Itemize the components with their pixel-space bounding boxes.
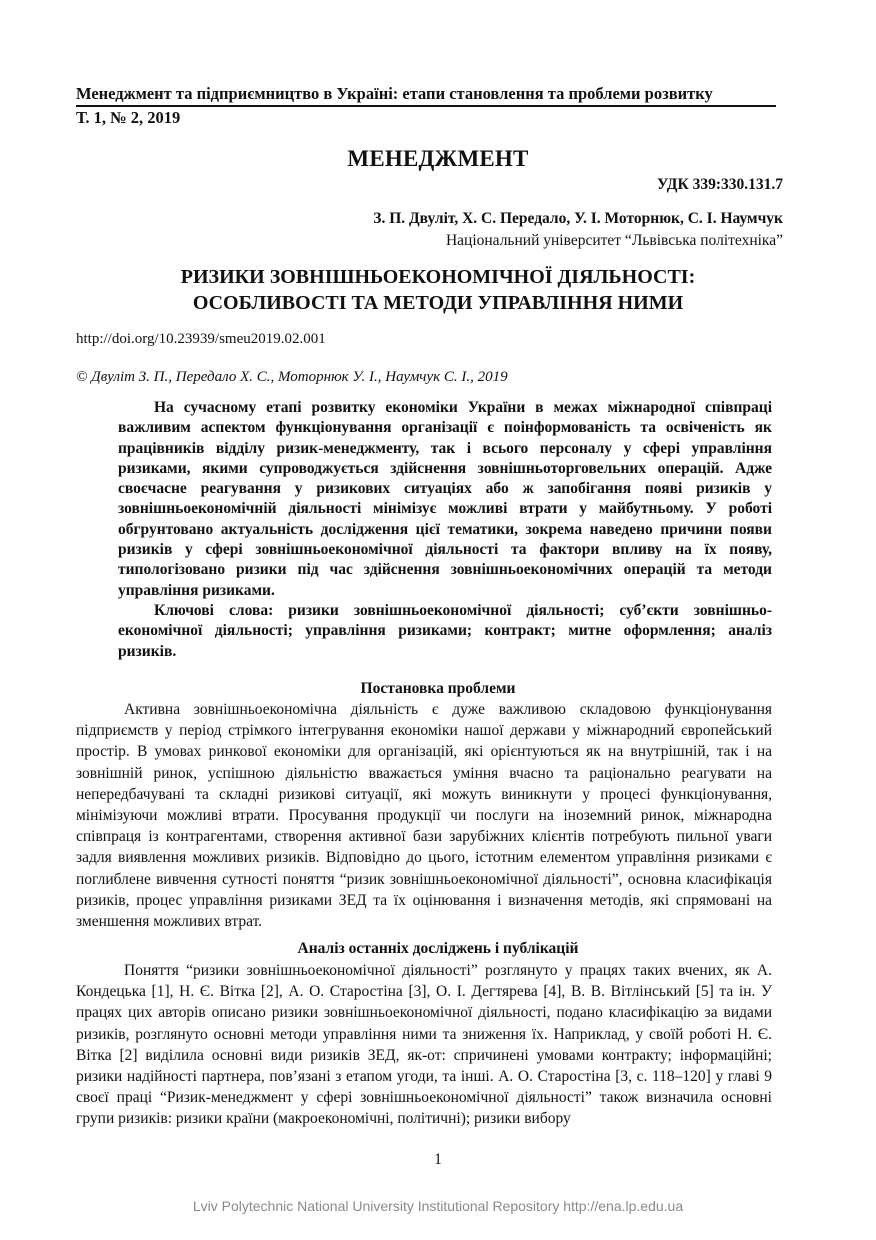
section-heading: Постановка проблеми: [360, 680, 516, 697]
udk-code: УДК 339:330.131.7: [657, 176, 783, 193]
section-body: [76, 699, 772, 932]
paragraph: Поняття “ризики зовнішньоекономічної діяльності” розглянуто у працях таких вчених, як А. Кондецька [1], Н. Є. Вітка [2], А. О. Старостіна [3], О. І. Дегтярева [4], В. В. Вітлінський [5] та ін. У працях цих авторів описано ризики зовнішньоекономічної діяльності, подано класифікацію за видами ризиків, розглянуто основні методи управління ними та зниження їх. Наприклад, у своїй роботі Н. Є. Вітка [2] виділила основні види ризиків ЗЕД, як-от: спричинені умовами контракту; інформаційні; ризики надійності партнера, пов’язані з етапом угоди, та інші. А. О. Старостіна [3, с. 118–120] у главі 9 своєї праці “Ризик-менеджмент у сфері зовнішньоекономічної діяльності” також визначила основні групи ризиків: ризики країни (макроекономічні, політичні); ризики вибору: [76, 962, 772, 1128]
abstract-text: На сучасному етапі розвитку економіки України в межах міжнародної співпраці важливим аспектом функціонування організації є поінформованість та освіченість як працівників відділу ризик-менеджменту, так і всього персоналу у сфері управління ризиками, якими супроводжується здійснення зовнішньоторговельних операцій. Адже своєчасне реагування у ризикових ситуаціях або ж запобігання появі ризиків у зовнішньоекономічній діяльності мінімізує можливі втрати у майбутньому. У роботі обгрунтовано актуальність дослідження цієї тематики, зокрема наведено причини появи ризиків у сфері зовнішньоекономічної діяльності та фактори впливу на їх появу, типологізовано ризики під час здійснення зовнішньоекономічних операцій та методи управління ризиками.: [118, 399, 772, 599]
section-title: МЕНЕДЖМЕНТ: [347, 146, 529, 171]
repository-footer: Lviv Polytechnic National University Institutional Repository http://ena.lp.edu.ua: [192, 1198, 684, 1214]
page-number: 1: [434, 1151, 442, 1168]
doi-link[interactable]: http://doi.org/10.23939/smeu2019.02.001: [76, 331, 326, 347]
article-title-line-2: ОСОБЛИВОСТІ ТА МЕТОДИ УПРАВЛІННЯ НИМИ: [192, 292, 684, 314]
journal-title: Менеджмент та підприємництво в Україні: етапи становлення та проблеми розвитку: [76, 84, 713, 103]
affiliation: Національний університет “Львівська політехніка”: [445, 232, 783, 249]
paragraph: Активна зовнішньоекономічна діяльність є дуже важливою складовою функціонування підприємств у період стрімкого інтегрування економіки нашої держави у міжнародний європейський простір. В умовах ринкової економіки для організацій, які орієнтуються як на внутрішній, так і на зовнішній ринок, успішною діяльністю вважається уміння вчасно та раціонально реагувати на непередбачувані та складні ризикові ситуації, які можуть виникнути у процесі функціонування, мінімізуючи можливі втрати. Просування продукції чи послуги на іноземний ринок, міжнародна співпраця із контрагентами, створення активної бази зарубіжних клієнтів потребують пильної уваги задля виявлення можливих ризиків. Відповідно до цього, істотним елементом управління ризиками є поглиблене вивчення сутності поняття “ризик зовнішньоекономічної діяльності”, основна класифікація ризиків, процес управління ризиками ЗЕД та їх оцінювання і визначення методів, які спрямовані на зменшення можливих втрат.: [76, 701, 772, 931]
header-divider: [76, 105, 776, 107]
volume-issue: Т. 1, № 2, 2019: [76, 108, 181, 127]
copyright: © Двуліт З. П., Передало Х. С., Моторнюк У. І., Наумчук С. І., 2019: [76, 369, 508, 385]
authors: З. П. Двуліт, Х. С. Передало, У. І. Моторнюк, С. І. Наумчук: [373, 210, 783, 227]
section-body: [76, 960, 772, 1130]
abstract: [118, 398, 772, 662]
article-title: [0, 264, 876, 316]
section-heading: Аналіз останніх досліджень і публікацій: [297, 940, 579, 957]
article-title-line-1: РИЗИКИ ЗОВНІШНЬОЕКОНОМІЧНОЇ ДІЯЛЬНОСТІ:: [180, 266, 696, 288]
keywords: Ключові слова: ризики зовнішньоекономічної діяльності; суб’єкти зовнішньо-економічної діяльності; управління ризиками; контракт; митне оформлення; аналіз ризиків.: [118, 601, 772, 660]
